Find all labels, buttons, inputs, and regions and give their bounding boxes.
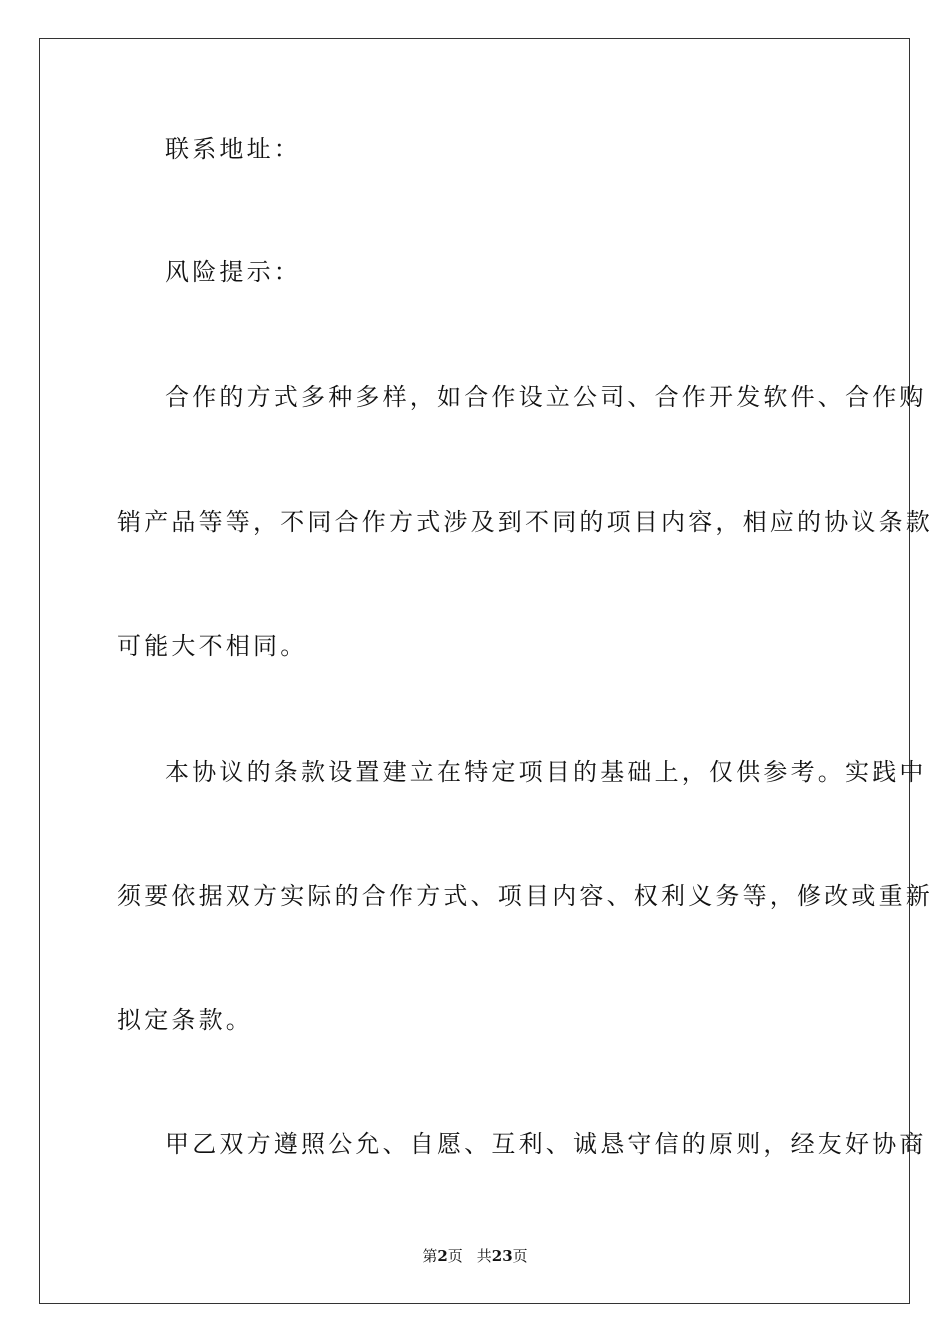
page-prefix: 第 <box>422 1247 438 1265</box>
page-suffix: 页 <box>447 1247 463 1265</box>
paragraph-line: 销产品等等，不同合作方式涉及到不同的项目内容，相应的协议条款 <box>117 508 933 536</box>
page-border <box>39 38 933 1304</box>
paragraph-line: 甲乙双方遵照公允、自愿、互利、诚恳守信的原则，经友好协商 <box>165 1130 927 1158</box>
total-prefix: 共 <box>476 1247 492 1265</box>
total-pages: 23 <box>491 1247 513 1265</box>
page-number: 2 <box>437 1247 448 1265</box>
paragraph-line: 须要依据双方实际的合作方式、项目内容、权利义务等，修改或重新 <box>117 882 933 910</box>
total-suffix: 页 <box>512 1247 528 1265</box>
paragraph-line: 本协议的条款设置建立在特定项目的基础上，仅供参考。实践中 <box>165 758 927 786</box>
risk-notice-label: 风险提示： <box>165 258 301 286</box>
paragraph-line: 合作的方式多种多样，如合作设立公司、合作开发软件、合作购 <box>165 383 927 411</box>
page-footer <box>0 1246 950 1266</box>
contact-address-label: 联系地址： <box>165 135 301 163</box>
paragraph-line: 拟定条款。 <box>117 1006 253 1034</box>
paragraph-line: 可能大不相同。 <box>117 632 308 660</box>
